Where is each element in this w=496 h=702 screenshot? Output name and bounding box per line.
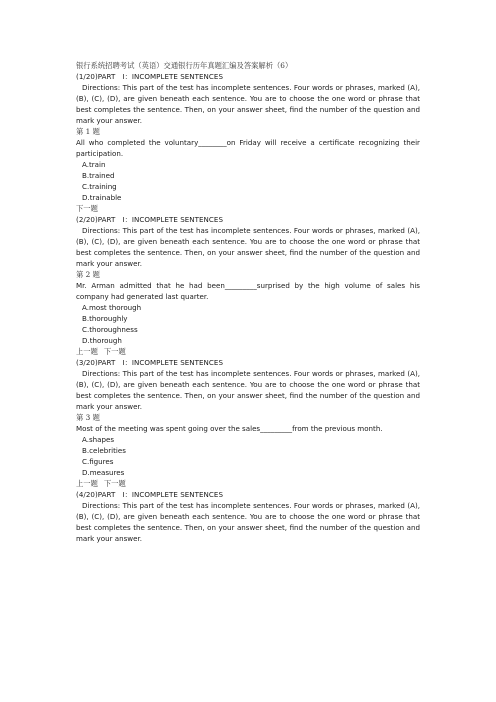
question-text-before: All who completed the voluntary xyxy=(76,138,199,147)
document-title: 银行系统招聘考试（英语）交通银行历年真题汇编及答案解析（6） xyxy=(76,61,293,70)
option-b[interactable]: B.trained xyxy=(82,171,115,180)
question-text-before: Most of the meeting was spent going over the sales xyxy=(76,424,261,433)
question-section xyxy=(76,214,420,357)
option-d[interactable]: D.measures xyxy=(82,468,125,477)
option-c[interactable]: C.training xyxy=(82,182,117,191)
option-c[interactable]: C.figures xyxy=(82,457,114,466)
next-question-link[interactable]: 下一题 xyxy=(103,479,126,488)
section-header: (1/20)PART Ⅰ：INCOMPLETE SENTENCES xyxy=(76,72,224,81)
question-nav xyxy=(76,203,420,214)
directions-text: Directions: This part of the test has incomplete sentences. Four words or phrases, marked (A), (B), (C), (D), are given beneath each sentence. You are to choose the one word or phrase that best completes the sentence. Then, on your answer sheet, find the number of the question and mark your answer. xyxy=(76,501,420,543)
previous-question-link[interactable]: 上一题 xyxy=(76,479,98,488)
question-section xyxy=(76,71,420,214)
question-section xyxy=(76,489,420,544)
question-section xyxy=(76,357,420,489)
question-text-before: Mr. Arman admitted that he had been xyxy=(76,281,225,290)
directions-text: Directions: This part of the test has incomplete sentences. Four words or phrases, marked (A), (B), (C), (D), are given beneath each sentence. You are to choose the one word or phrase that best completes the sentence. Then, on your answer sheet, find the number of the question and mark your answer. xyxy=(76,369,420,411)
question-text xyxy=(76,280,420,302)
answer-blank: _________ xyxy=(224,281,257,290)
option-a[interactable]: A.most thorough xyxy=(82,303,142,312)
document-page xyxy=(76,60,420,544)
next-question-link[interactable]: 下一题 xyxy=(76,204,98,213)
previous-question-link[interactable]: 上一题 xyxy=(76,347,98,356)
question-label: 第 2 题 xyxy=(76,270,100,279)
option-d[interactable]: D.trainable xyxy=(82,193,122,202)
answer-blank: _________ xyxy=(260,424,293,433)
question-text-after: from the previous month. xyxy=(292,424,383,433)
section-header: (3/20)PART Ⅰ：INCOMPLETE SENTENCES xyxy=(76,358,224,367)
option-b[interactable]: B.celebrities xyxy=(82,446,126,455)
section-header: (2/20)PART Ⅰ：INCOMPLETE SENTENCES xyxy=(76,215,224,224)
question-nav xyxy=(76,346,420,357)
section-header: (4/20)PART Ⅰ：INCOMPLETE SENTENCES xyxy=(76,490,224,499)
next-question-link[interactable]: 下一题 xyxy=(103,347,126,356)
question-text-after: surprised by the high volume of sales his company had generated last quarter. xyxy=(76,281,420,301)
directions-text: Directions: This part of the test has incomplete sentences. Four words or phrases, marked (A), (B), (C), (D), are given beneath each sentence. You are to choose the one word or phrase that best completes the sentence. Then, on your answer sheet, find the number of the question and mark your answer. xyxy=(76,226,420,268)
question-nav xyxy=(76,478,420,489)
question-text-after: on Friday will receive a certificate recognizing their participation. xyxy=(76,138,420,158)
option-a[interactable]: A.train xyxy=(82,160,106,169)
option-c[interactable]: C.thoroughness xyxy=(82,325,138,334)
question-text xyxy=(76,423,420,434)
answer-blank: ________ xyxy=(198,138,227,147)
option-a[interactable]: A.shapes xyxy=(82,435,115,444)
option-b[interactable]: B.thoroughly xyxy=(82,314,128,323)
question-label: 第 1 题 xyxy=(76,127,100,136)
option-d[interactable]: D.thorough xyxy=(82,336,122,345)
directions-text: Directions: This part of the test has incomplete sentences. Four words or phrases, marked (A), (B), (C), (D), are given beneath each sentence. You are to choose the one word or phrase that best completes the sentence. Then, on your answer sheet, find the number of the question and mark your answer. xyxy=(76,83,420,125)
question-label: 第 3 题 xyxy=(76,413,100,422)
question-text xyxy=(76,137,420,159)
